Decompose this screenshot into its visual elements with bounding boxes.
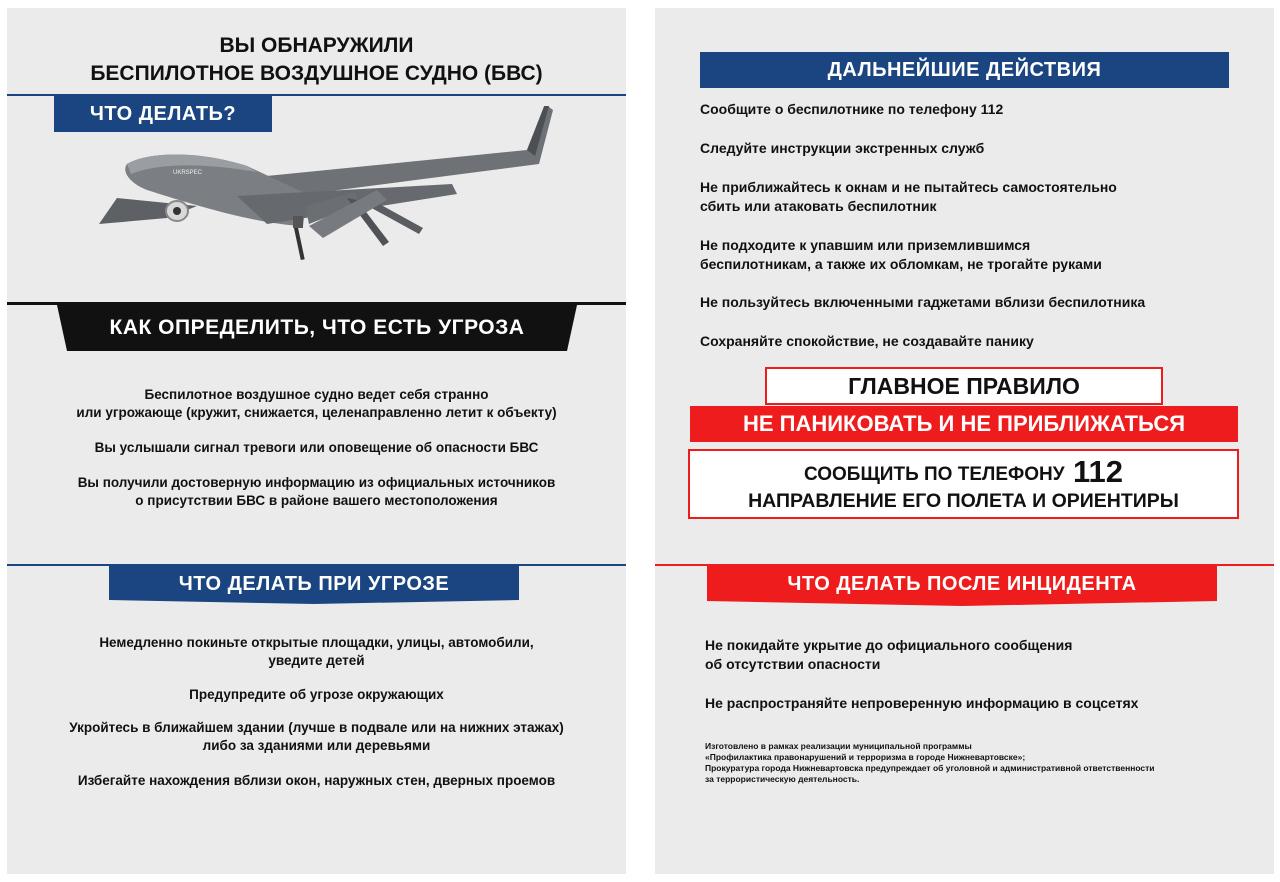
after-item: Не покидайте укрытие до официального сообщения об отсутствии опасности <box>705 637 1073 672</box>
poster-title-line2: БЕСПИЛОТНОЕ ВОЗДУШНОЕ СУДНО (БВС) <box>90 62 543 85</box>
main-rule-title: ГЛАВНОЕ ПРАВИЛО <box>765 367 1163 405</box>
threat-item: Вы услышали сигнал тревоги или оповещение об опасности БВС <box>94 440 539 455</box>
report-prefix: СООБЩИТЬ ПО ТЕЛЕФОНУ <box>803 464 1065 485</box>
further-item: Не приближайтесь к окнам и не пытайтесь самостоятельно сбить или атаковать беспилотник <box>700 179 1117 214</box>
left-poster-panel <box>7 8 626 874</box>
further-item: Не пользуйтесь включенными гаджетами вблизи беспилотника <box>700 294 1146 310</box>
footnote-line: Прокуратура города Нижневартовска предупреждает об уголовной и административной ответственности <box>705 763 1155 773</box>
after-item: Не распространяйте непроверенную информацию в соцсетях <box>705 695 1139 711</box>
during-item: Избегайте нахождения вблизи окон, наружных стен, дверных проемов <box>77 773 556 788</box>
poster-title-line1: ВЫ ОБНАРУЖИЛИ <box>219 34 414 57</box>
during-heading: ЧТО ДЕЛАТЬ ПРИ УГРОЗЕ <box>178 572 450 595</box>
drone-illustration <box>87 106 567 276</box>
during-item: Предупредите об угрозе окружающих <box>189 687 444 702</box>
footnote-line: «Профилактика правонарушений и терроризма в городе Нижневартовске»; <box>705 752 1026 762</box>
further-heading: ДАЛЬНЕЙШИЕ ДЕЙСТВИЯ <box>700 52 1229 88</box>
footnote <box>705 741 1265 785</box>
threat-item: Вы получили достоверную информацию из официальных источников о присутствии БВС в районе вашего местоположения <box>77 475 556 508</box>
during-item: Немедленно покиньте открытые площадки, улицы, автомобили, уведите детей <box>99 635 534 668</box>
during-item: Укройтесь в ближайшем здании (лучше в подвале или на нижних этажах) либо за зданиями или деревьями <box>69 720 564 753</box>
further-item: Не подходите к упавшим или приземлившимся беспилотникам, а также их обломкам, не трогайте руками <box>700 237 1102 272</box>
drone-marking: UKRSPEC <box>173 170 203 176</box>
further-item: Сообщите о беспилотнике по телефону 112 <box>700 101 1004 117</box>
main-rule-text: НЕ ПАНИКОВАТЬ И НЕ ПРИБЛИЖАТЬСЯ <box>690 406 1238 442</box>
footnote-line: за террористическую деятельность. <box>705 774 860 784</box>
report-line2: НАПРАВЛЕНИЕ ЕГО ПОЛЕТА И ОРИЕНТИРЫ <box>748 490 1179 512</box>
right-poster-panel <box>655 8 1274 874</box>
footnote-line: Изготовлено в рамках реализации муниципальной программы <box>705 741 972 751</box>
further-item: Следуйте инструкции экстренных служб <box>700 140 985 156</box>
threat-item: Беспилотное воздушное судно ведет себя странно или угрожающе (кружит, снижается, целенаправленно летит к объекту) <box>76 387 557 420</box>
further-item: Сохраняйте спокойствие, не создавайте панику <box>700 333 1034 349</box>
report-box <box>688 449 1239 519</box>
after-heading: ЧТО ДЕЛАТЬ ПОСЛЕ ИНЦИДЕНТА <box>787 572 1137 595</box>
report-line1 <box>690 454 1237 490</box>
threat-heading: КАК ОПРЕДЕЛИТЬ, ЧТО ЕСТЬ УГРОЗА <box>109 316 525 339</box>
what-to-do-tag: ЧТО ДЕЛАТЬ? <box>54 96 272 132</box>
report-number: 112 <box>1073 454 1124 489</box>
